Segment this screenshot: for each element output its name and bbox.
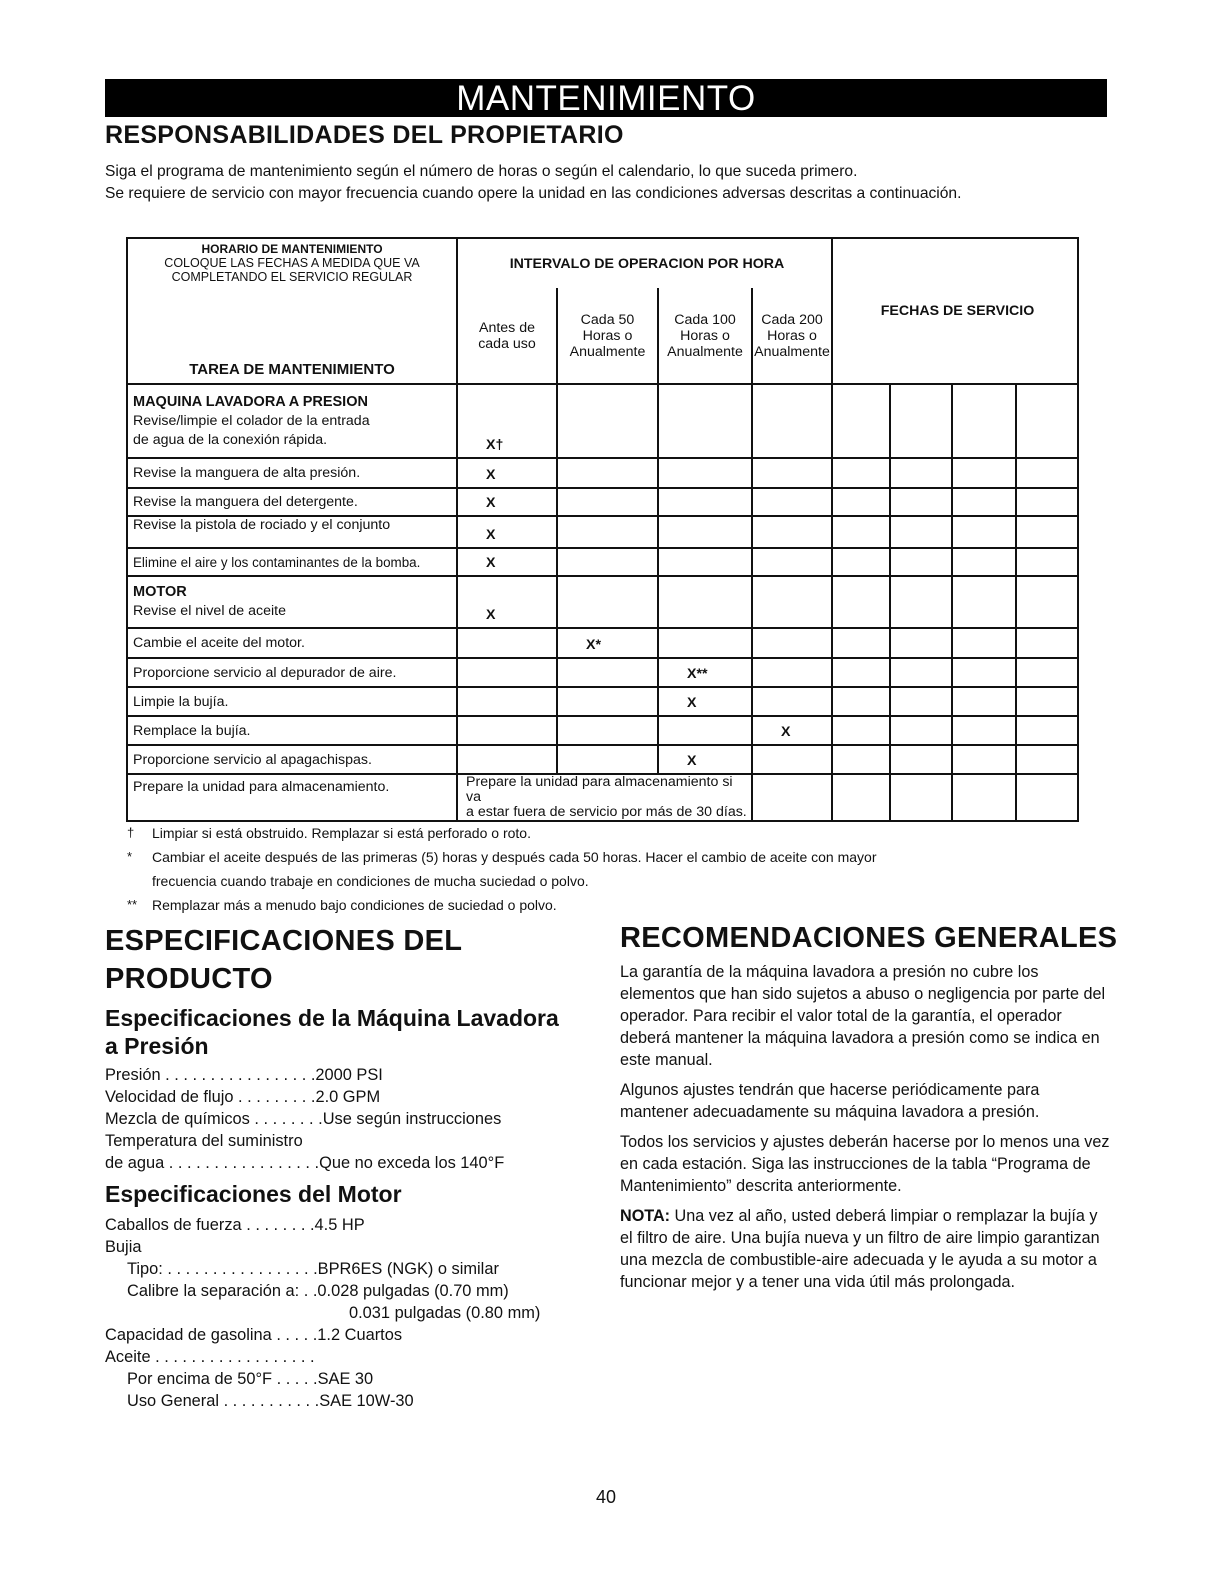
paragraph: La garantía de la máquina lavadora a presión no cubre los elementos que han sido sujetos a abuso o negligencia por parte del operador. Para recibir el valor total de la garantía, el operador deberá mantener la máquina lavadora a presión como se indica en este manual. <box>620 963 1106 1069</box>
spec-line: de agua . . . . . . . . . . . . . . . . .Que no exceda los 140°F <box>105 1154 505 1172</box>
spec-line: Por encima de 50°F . . . . .SAE 30 <box>127 1370 374 1388</box>
spec-line: Capacidad de gasolina . . . . .1.2 Cuartos <box>105 1326 403 1344</box>
spec-line: Uso General . . . . . . . . . . .SAE 10W-30 <box>127 1392 414 1410</box>
mark: X <box>457 488 557 516</box>
table-row <box>127 687 1078 716</box>
table-row <box>127 774 1078 821</box>
specs-title: ESPECIFICACIONES DEL PRODUCTO <box>105 925 463 995</box>
paragraph: Todos los servicios y ajustes deberán hacerse por lo menos una vez en cada estación. Siga las instrucciones de la tabla “Programa de Mantenimiento” descrita anteriormente. <box>620 1133 1110 1195</box>
mark: X <box>457 576 557 628</box>
mark: X <box>752 716 832 745</box>
page-number: 40 <box>595 1487 617 1507</box>
spec-line: Mezcla de químicos . . . . . . . .Use según instrucciones <box>105 1110 502 1128</box>
note-label: NOTA: <box>620 1207 671 1225</box>
paragraph: Algunos ajustes tendrán que hacerse periódicamente para mantener adecuadamente su máquina lavadora a presión. <box>620 1081 1040 1121</box>
spec-line: 0.031 pulgadas (0.80 mm) <box>349 1304 541 1322</box>
washer-specs-title: Especificaciones de la Máquina Lavadora a Presión <box>105 1005 559 1059</box>
task-cell: Limpie la bujía. <box>127 687 457 716</box>
recommendations-title: RECOMENDACIONES GENERALES <box>620 922 1118 954</box>
footnotes <box>127 821 1007 917</box>
footnote: ** Remplazar más a menudo bajo condiciones de suciedad o polvo. <box>127 897 557 913</box>
table-row <box>127 658 1078 687</box>
footnote: * Cambiar el aceite después de las primeras (5) horas y después cada 50 horas. Hacer el cambio de aceite con mayor frecuencia cuando trabaje en condiciones de mucha suciedad o polvo. <box>127 849 877 889</box>
task-cell: MAQUINA LAVADORA A PRESION Revise/limpie el colador de la entrada de agua de la conexión rápida. <box>127 384 457 458</box>
interval-header: INTERVALO DE OPERACION POR HORA <box>457 238 832 288</box>
motor-specs-list <box>105 1214 585 1412</box>
service-dates-header: FECHAS DE SERVICIO <box>832 238 1078 384</box>
task-header: TAREA DE MANTENIMIENTO <box>189 361 395 378</box>
storage-note: Prepare la unidad para almacenamiento si va a estar fuera de servicio por más de 30 días. <box>457 774 752 821</box>
mark: X <box>457 458 557 488</box>
spec-line: Velocidad de flujo . . . . . . . . .2.0 GPM <box>105 1088 381 1106</box>
motor-specs-title: Especificaciones del Motor <box>105 1181 402 1207</box>
footnote: † Limpiar si está obstruido. Remplazar si está perforado o roto. <box>127 825 531 841</box>
task-cell: Proporcione servicio al apagachispas. <box>127 745 457 774</box>
intro-line-1: Siga el programa de mantenimiento según el número de horas o según el calendario, lo que suceda primero. <box>105 163 858 180</box>
washer-specs-list <box>105 1064 585 1174</box>
spec-line: Aceite . . . . . . . . . . . . . . . . . . <box>105 1348 315 1366</box>
task-cell: Revise la manguera del detergente. <box>127 488 457 516</box>
spec-line: Tipo: . . . . . . . . . . . . . . . . .BPR6ES (NGK) o similar <box>127 1260 499 1278</box>
intro-line-2: Se requiere de servicio con mayor frecuencia cuando opere la unidad en las condiciones adversas descritas a continuación. <box>105 185 962 202</box>
group-pressure-washer: MAQUINA LAVADORA A PRESION <box>133 393 368 410</box>
mark: X† <box>457 384 557 458</box>
table-row <box>127 458 1078 488</box>
schedule-line-1: COLOQUE LAS FECHAS A MEDIDA QUE VA <box>164 256 420 270</box>
col-every-50: Cada 50 Horas o Anualmente <box>557 288 658 384</box>
spec-line: Presión . . . . . . . . . . . . . . . . .2000 PSI <box>105 1066 383 1084</box>
group-motor: MOTOR <box>133 584 187 600</box>
task-cell: Prepare la unidad para almacenamiento. <box>127 774 457 821</box>
schedule-line-2: COMPLETANDO EL SERVICIO REGULAR <box>171 270 413 284</box>
table-row <box>127 384 1078 458</box>
table-row <box>127 548 1078 576</box>
mark: X <box>658 687 752 716</box>
schedule-header <box>127 238 457 384</box>
spec-line: Temperatura del suministro <box>105 1132 303 1150</box>
col-every-100: Cada 100 Horas o Anualmente <box>658 288 752 384</box>
table-row <box>127 628 1078 658</box>
paragraph: NOTA: Una vez al año, usted deberá limpiar o remplazar la bujía y el filtro de aire. Una bujía nueva y un filtro de aire limpio garantizan una mezcla de combustible-aire adecuada y le ayuda a su motor a funcionar mejor y a tener una vida útil más prolongada. <box>620 1207 1100 1291</box>
maintenance-table <box>126 237 1079 822</box>
mark: X <box>457 548 557 576</box>
mark: X* <box>557 628 658 658</box>
table-row <box>127 516 1078 548</box>
mark: X** <box>658 658 752 687</box>
task-cell: Cambie el aceite del motor. <box>127 628 457 658</box>
task-cell: Revise la pistola de rociado y el conjunto <box>127 516 457 548</box>
spec-line: Caballos de fuerza . . . . . . . .4.5 HP <box>105 1216 365 1234</box>
table-row <box>127 576 1078 628</box>
recommendations-body <box>620 961 1110 1301</box>
mark: X <box>658 745 752 774</box>
spec-line: Bujia <box>105 1238 142 1256</box>
intro-text <box>105 161 1115 205</box>
task-cell: Proporcione servicio al depurador de aire. <box>127 658 457 687</box>
table-row <box>127 745 1078 774</box>
table-row <box>127 488 1078 516</box>
table-row <box>127 716 1078 745</box>
section-title: RESPONSABILIDADES DEL PROPIETARIO <box>105 121 624 149</box>
mark: X <box>457 516 557 548</box>
task-cell: Revise la manguera de alta presión. <box>127 458 457 488</box>
task-cell: Elimine el aire y los contaminantes de la bomba. <box>127 548 457 576</box>
page-banner: MANTENIMIENTO <box>105 79 1107 117</box>
col-every-200: Cada 200 Horas o Anualmente <box>752 288 832 384</box>
task-cell: MOTOR Revise el nivel de aceite <box>127 576 457 628</box>
schedule-title: HORARIO DE MANTENIMIENTO <box>201 242 383 256</box>
col-before-use: Antes de cada uso <box>457 288 557 384</box>
spec-line: Calibre la separación a: . .0.028 pulgadas (0.70 mm) <box>127 1282 509 1300</box>
task-cell: Remplace la bujía. <box>127 716 457 745</box>
